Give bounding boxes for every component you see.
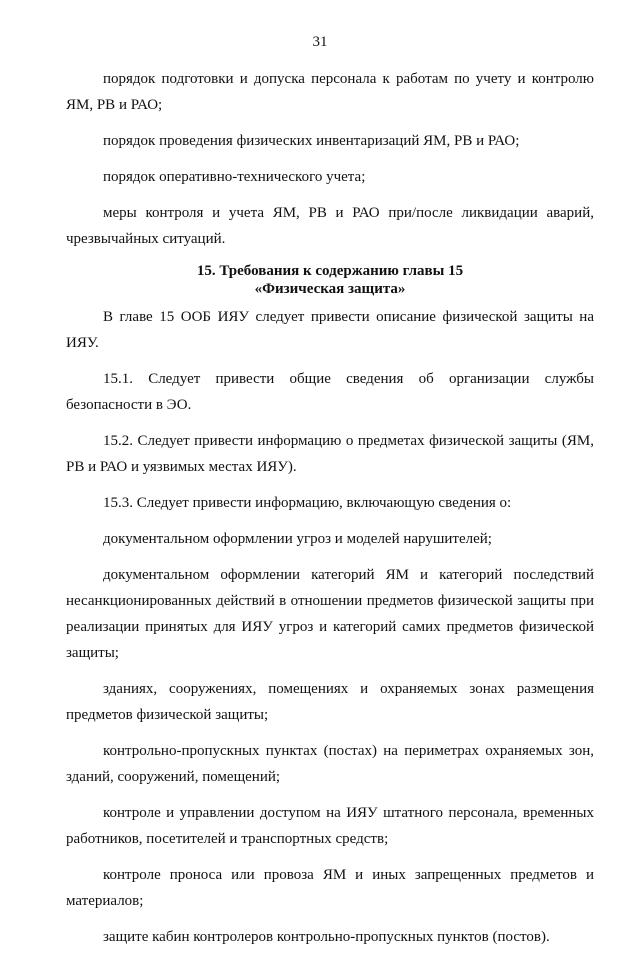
list-item: контрольно-пропускных пунктах (постах) на периметрах охраняемых зон, зданий, сооружений, помещений; — [66, 743, 594, 785]
section-heading-subtitle: «Физическая защита» — [254, 281, 406, 297]
list-item: зданиях, сооружениях, помещениях и охраняемых зонах размещения предметов физической защиты; — [66, 681, 594, 723]
paragraph: порядок проведения физических инвентаризаций ЯМ, РВ и РАО; — [103, 133, 520, 149]
paragraph: порядок подготовки и допуска персонала к работам по учету и контролю ЯМ, РВ и РАО; — [66, 71, 594, 113]
paragraph: меры контроля и учета ЯМ, РВ и РАО при/после ликвидации аварий, чрезвычайных ситуаций. — [66, 205, 594, 247]
page-content — [66, 66, 594, 960]
paragraph: В главе 15 ООБ ИЯУ следует привести описание физической защиты на ИЯУ. — [66, 309, 594, 351]
list-item: документальном оформлении категорий ЯМ и категорий последствий несанкционированных действий в отношении предметов физической защиты при реализации принятых для ИЯУ угроз и категорий самих предметов физической защиты; — [66, 567, 594, 661]
section-heading — [66, 262, 594, 298]
list-item: защите кабин контролеров контрольно-пропускных пунктов (постов). — [103, 929, 550, 945]
list-item: контроле и управлении доступом на ИЯУ штатного персонала, временных работников, посетителей и транспортных средств; — [66, 805, 594, 847]
list-item: контроле проноса или провоза ЯМ и иных запрещенных предметов и материалов; — [66, 867, 594, 909]
section-heading-title: 15. Требования к содержанию главы 15 — [196, 263, 464, 279]
paragraph: порядок оперативно-технического учета; — [103, 169, 366, 185]
list-item: документальном оформлении угроз и моделей нарушителей; — [103, 531, 492, 547]
paragraph: 15.1. Следует привести общие сведения об организации службы безопасности в ЭО. — [66, 371, 594, 413]
paragraph: 15.3. Следует привести информацию, включающую сведения о: — [103, 495, 512, 511]
paragraph: 15.2. Следует привести информацию о предметах физической защиты (ЯМ, РВ и РАО и уязвимых местах ИЯУ). — [66, 433, 594, 475]
page-number: 31 — [312, 34, 328, 50]
